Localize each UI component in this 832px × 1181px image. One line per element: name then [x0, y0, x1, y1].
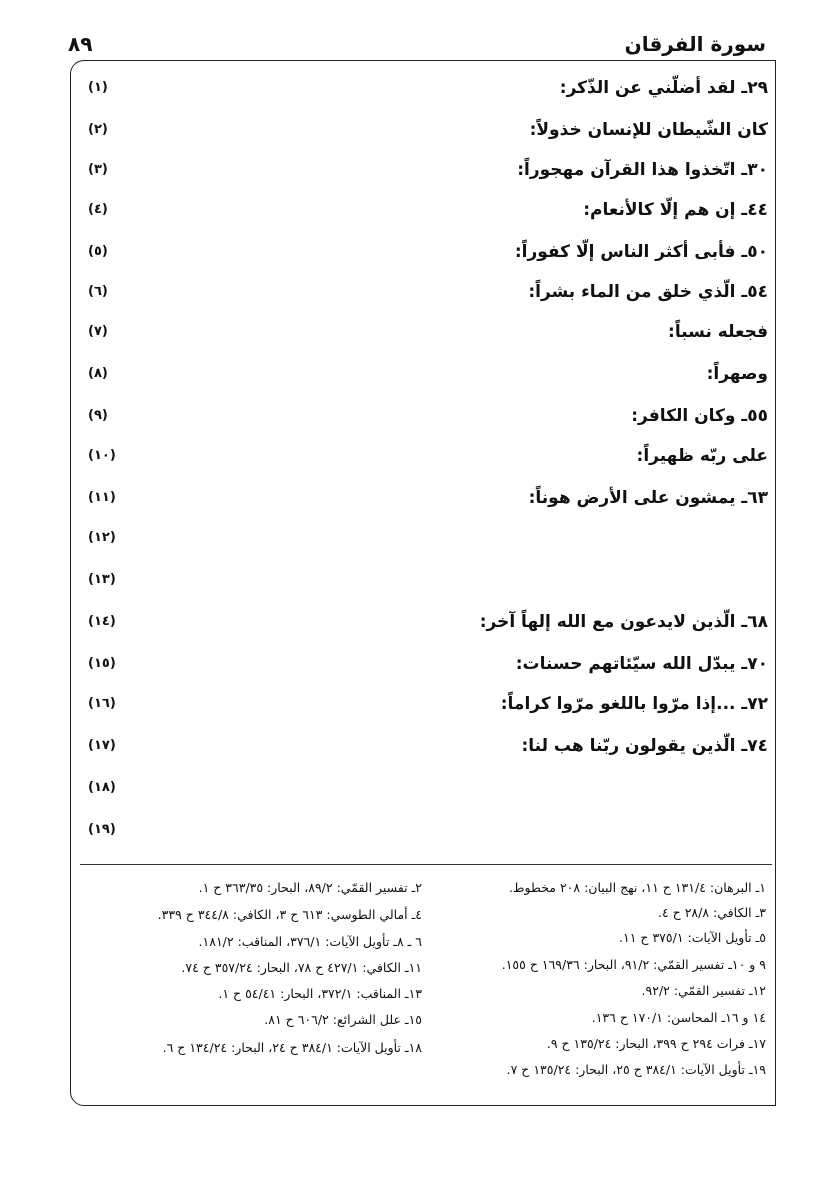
footnote-right: ١٢ـ تفسير القمّي: ٩٢/٢.: [641, 983, 766, 998]
footnote-marker: (١٢): [88, 530, 116, 545]
footnote-marker: (١١): [88, 490, 116, 505]
footnote-left: ١٥ـ علل الشرائع: ٦٠٦/٢ ح ٨١.: [264, 1012, 422, 1027]
verse-row: [72, 278, 772, 314]
footnote-right: ١ـ البرهان: ١٣١/٤ ح ١١، نهج البيان: ٢٠٨ مخطوط.: [508, 880, 766, 895]
footnote-marker: (٤): [88, 202, 108, 217]
verse-row: [72, 442, 772, 478]
verse-text: ٥٤ـ الّذي خلق من الماء بشراً:: [528, 282, 768, 302]
footnote-marker: (١٤): [88, 614, 116, 629]
verse-row: [72, 318, 772, 354]
footnote-left: ١٣ـ المناقب: ٣٧٢/١، البحار: ٥٤/٤١ ح ١.: [218, 986, 422, 1001]
verse-row: [72, 566, 772, 602]
footnote-marker: (٢): [88, 122, 108, 137]
footnote-left: ٢ـ تفسير القمّي: ٨٩/٢، البحار: ٣٦٣/٣٥ ح ١.: [198, 880, 422, 895]
verse-row: [72, 608, 772, 644]
footnote-marker: (١٨): [88, 780, 116, 795]
verse-text: ٧٤ـ الّذين يقولون ربّنا هب لنا:: [521, 736, 768, 756]
footnote-left: ١١ـ الكافي: ٤٢٧/١ ح ٧٨، البحار: ٣٥٧/٢٤ ح ٧٤.: [181, 960, 422, 975]
footnote-right: ١٤ و ١٦ـ المحاسن: ١٧٠/١ ح ١٣٦.: [591, 1010, 766, 1025]
footnote-marker: (١٥): [88, 656, 116, 671]
footnote-marker: (١٧): [88, 738, 116, 753]
verse-row: [72, 774, 772, 810]
page-header: [60, 30, 772, 60]
verse-row: [72, 156, 772, 192]
verse-text: ٥٥ـ وكان الكافر:: [631, 406, 768, 426]
verse-text: فجعله نسباً:: [668, 322, 768, 342]
verse-row: [72, 196, 772, 232]
verse-row: [72, 238, 772, 274]
surah-title: سورة الفرقان: [624, 32, 766, 56]
verse-text: ٤٤ـ إن هم إلّا كالأنعام:: [583, 200, 768, 220]
footnote-marker: (٦): [88, 284, 108, 299]
page-number: ٨٩: [68, 32, 93, 56]
verse-row: [72, 816, 772, 852]
verse-row: [72, 74, 772, 110]
verse-text: ٥٠ـ فأبى أكثر الناس إلّا كفوراً:: [514, 242, 768, 262]
footnote-right: ٣ـ الكافي: ٢٨/٨ ح ٤.: [657, 905, 766, 920]
verse-text: وصهراً:: [706, 364, 768, 384]
verse-text: على ربّه ظهيراً:: [636, 446, 768, 466]
footnote-right: ٩ و ١٠ـ تفسير القمّي: ٩١/٢، البحار: ١٦٩/٣٦ ح ١٥٥.: [501, 957, 766, 972]
footnote-marker: (٨): [88, 366, 108, 381]
verse-row: [72, 116, 772, 152]
verse-text: ٦٣ـ يمشون على الأرض هوناً:: [528, 488, 768, 508]
footnote-marker: (٩): [88, 408, 108, 423]
verse-text: ٣٠ـ اتّخذوا هذا القرآن مهجوراً:: [517, 160, 768, 180]
verse-row: [72, 484, 772, 520]
verse-text: ٦٨ـ الّذين لايدعون مع الله إلهاً آخر:: [479, 612, 768, 632]
footnote-left: ٦ ـ ٨ـ تأويل الآيات: ٣٧٦/١، المناقب: ١٨١/٢.: [198, 934, 422, 949]
verse-row: [72, 732, 772, 768]
verse-text: كان الشّيطان للإنسان خذولاً:: [529, 120, 768, 140]
footnote-marker: (١٠): [88, 448, 116, 463]
verse-text: ٧٠ـ يبدّل الله سيّئاتهم حسنات:: [515, 654, 768, 674]
verse-row: [72, 360, 772, 396]
footnote-right: ١٧ـ فرات ٢٩٤ ح ٣٩٩، البحار: ١٣٥/٢٤ ح ٩.: [546, 1036, 766, 1051]
footnote-marker: (١٦): [88, 696, 116, 711]
footnote-marker: (٧): [88, 324, 108, 339]
footnote-separator: [80, 864, 772, 865]
footnote-marker: (١٣): [88, 572, 116, 587]
verse-text: ٧٢ـ ...إذا مرّوا باللغو مرّوا كراماً:: [500, 694, 768, 714]
footnote-right: ٥ـ تأويل الآيات: ٣٧٥/١ ح ١١.: [619, 930, 766, 945]
footnote-marker: (١): [88, 80, 108, 95]
footnote-marker: (٥): [88, 244, 108, 259]
footnote-left: ١٨ـ تأويل الآيات: ٣٨٤/١ ح ٢٤، البحار: ١٣٤/٢٤ ح ٦.: [162, 1040, 422, 1055]
verse-text: ٢٩ـ لقد أضلّني عن الذّكر:: [559, 78, 768, 98]
footnote-marker: (٣): [88, 162, 108, 177]
footnote-left: ٤ـ أمالي الطوسي: ٦١٣ ح ٣، الكافي: ٣٤٤/٨ ح ٣٣٩.: [157, 907, 422, 922]
footnote-right: ١٩ـ تأويل الآيات: ٣٨٤/١ ح ٢٥، البحار: ١٣٥/٢٤ ح ٧.: [506, 1062, 766, 1077]
verse-row: [72, 402, 772, 438]
verse-row: [72, 690, 772, 726]
verse-row: [72, 650, 772, 686]
verse-row: [72, 524, 772, 560]
footnote-marker: (١٩): [88, 822, 116, 837]
